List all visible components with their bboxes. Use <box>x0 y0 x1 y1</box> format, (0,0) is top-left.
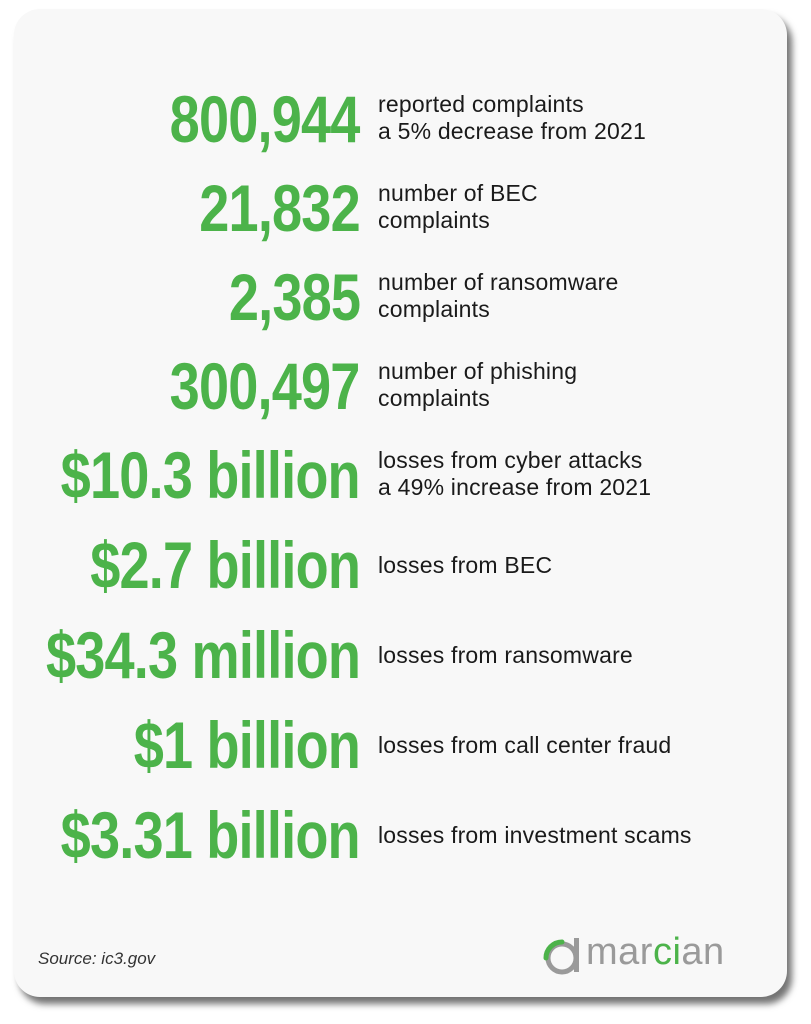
stat-description <box>378 91 778 145</box>
stat-description <box>378 447 778 501</box>
logo-text-suffix: an <box>681 931 725 973</box>
stat-value: 800,944 <box>170 82 360 156</box>
stat-row-bec-complaints <box>14 172 787 262</box>
stat-description <box>378 358 778 412</box>
stat-description <box>378 822 778 849</box>
stat-value: 2,385 <box>228 260 360 334</box>
stat-description-line: losses from ransomware <box>378 642 633 668</box>
dmarcian-logo <box>542 931 772 976</box>
source-credit: Source: ic3.gov <box>38 949 156 968</box>
stat-value: $1 billion <box>133 708 360 782</box>
infographic-card <box>14 9 787 997</box>
stat-description <box>378 642 778 669</box>
stat-value: 300,497 <box>170 349 360 423</box>
stat-row-ransomware-losses <box>14 619 787 709</box>
stat-description-line: complaints <box>378 296 490 322</box>
logo-wordmark <box>586 930 725 974</box>
stat-row-phishing-complaints <box>14 350 787 440</box>
stat-row-bec-losses <box>14 529 787 619</box>
stat-description-line: losses from investment scams <box>378 822 692 848</box>
stat-description <box>378 269 778 323</box>
logo-text-accent: ci <box>652 931 682 973</box>
stat-description-line: a 49% increase from 2021 <box>378 474 652 500</box>
stat-description-line: complaints <box>378 385 490 411</box>
stat-description-line: complaints <box>378 207 490 233</box>
dmarcian-d-logo-icon <box>542 936 588 976</box>
logo-text-prefix: mar <box>586 931 653 973</box>
stat-value: $3.31 billion <box>60 798 360 872</box>
stat-description <box>378 180 778 234</box>
stat-value: $10.3 billion <box>60 438 360 512</box>
stat-description-line: number of phishing <box>378 358 578 384</box>
stat-description-line: number of ransomware <box>378 269 619 295</box>
stat-description-line: a 5% decrease from 2021 <box>378 118 646 144</box>
stat-description <box>378 732 778 759</box>
stat-description-line: reported complaints <box>378 91 584 117</box>
stat-description <box>378 552 778 579</box>
stat-value: $2.7 billion <box>90 528 360 602</box>
stat-row-ransomware-complaints <box>14 261 787 351</box>
stat-description-line: losses from call center fraud <box>378 732 672 758</box>
stat-row-reported-complaints <box>14 83 787 173</box>
stat-value: $34.3 million <box>45 618 360 692</box>
stat-row-investment-scam-losses <box>14 799 787 889</box>
stat-description-line: losses from BEC <box>378 552 553 578</box>
stat-description-line: number of BEC <box>378 180 538 206</box>
stat-row-cyber-attack-losses <box>14 439 787 529</box>
stat-row-call-center-fraud-losses <box>14 709 787 799</box>
stat-value: 21,832 <box>199 171 360 245</box>
stat-description-line: losses from cyber attacks <box>378 447 643 473</box>
